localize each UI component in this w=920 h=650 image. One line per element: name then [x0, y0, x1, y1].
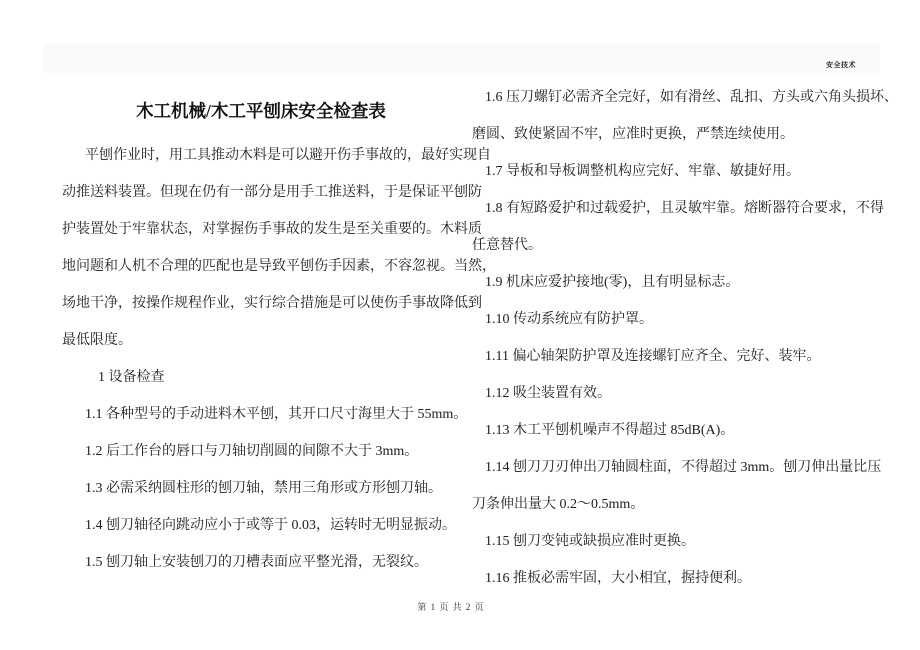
- section-heading: 1 设备检查: [98, 370, 165, 385]
- checklist-item: 1.7 导板和导板调整机构应完好、牢靠、敏捷好用。: [485, 164, 800, 179]
- text-line: 任意替代。: [472, 238, 542, 253]
- right-text-column: [472, 88, 898, 606]
- text-line: 平刨作业时，用工具推动木料是可以避开伤手事故的，最好实现自: [85, 148, 491, 163]
- page-header-band: [43, 44, 880, 73]
- checklist-item: 1.4 刨刀轴径向跳动应小于或等于 0.03，运转时无明显振动。: [85, 518, 456, 533]
- checklist-item: 1.5 刨刀轴上安装刨刀的刀槽表面应平整光滑，无裂纹。: [85, 555, 428, 570]
- checklist-item: 1.16 推板必需牢固，大小相宜，握持便利。: [485, 571, 751, 586]
- checklist-item: 1.13 木工平刨机噪声不得超过 85dB(A)。: [485, 423, 735, 438]
- text-line: 护装置处于牢靠状态，对掌握伤手事故的发生是至关重要的。木料质: [62, 222, 482, 237]
- checklist-item: 1.10 传动系统应有防护罩。: [485, 312, 653, 327]
- checklist-item: 1.11 偏心轴架防护罩及连接螺钉应齐全、完好、装牢。: [485, 349, 821, 364]
- text-line: 磨圆、致使紧固不牢，应准时更换，严禁连续使用。: [472, 127, 794, 142]
- header-category-label: 安全技术: [826, 61, 856, 69]
- text-line: 刀条伸出量大 0.2～0.5mm。: [472, 497, 645, 512]
- checklist-item: 1.14 刨刀刀刃伸出刀轴圆柱面，不得超过 3mm。刨刀伸出量比压: [485, 460, 882, 475]
- checklist-item: 1.9 机床应爱护接地(零)，且有明显标志。: [485, 275, 740, 290]
- text-line: 地问题和人机不合理的匹配也是导致平刨伤手因素，不容忽视。当然，: [62, 259, 496, 274]
- text-line: 场地干净，按操作规程作业，实行综合措施是可以使伤手事故降低到: [62, 296, 482, 311]
- checklist-item: 1.15 刨刀变钝或缺损应准时更换。: [485, 534, 695, 549]
- page-number-footer: 第 1 页 共 2 页: [417, 602, 485, 612]
- checklist-item: 1.12 吸尘装置有效。: [485, 386, 611, 401]
- checklist-item: 1.3 必需采纳圆柱形的刨刀轴，禁用三角形或方形刨刀轴。: [85, 481, 442, 496]
- checklist-item: 1.1 各种型号的手动进料木平刨，其开口尺寸海里大于 55mm。: [85, 407, 468, 422]
- checklist-item: 1.8 有短路爱护和过载爱护，且灵敏牢靠。熔断器符合要求，不得: [485, 201, 884, 216]
- text-line: 动推送料装置。但现在仍有一部分是用手工推送料，于是保证平刨防: [62, 185, 482, 200]
- left-text-column: [62, 146, 496, 590]
- document-title: 木工机械/木工平刨床安全检查表: [136, 101, 386, 121]
- checklist-item: 1.2 后工作台的唇口与刀轴切削圆的间隙不大于 3mm。: [85, 444, 419, 459]
- checklist-item: 1.6 压刀螺钉必需齐全完好，如有滑丝、乱扣、方头或六角头损坏、: [485, 90, 898, 105]
- text-line: 最低限度。: [62, 333, 132, 348]
